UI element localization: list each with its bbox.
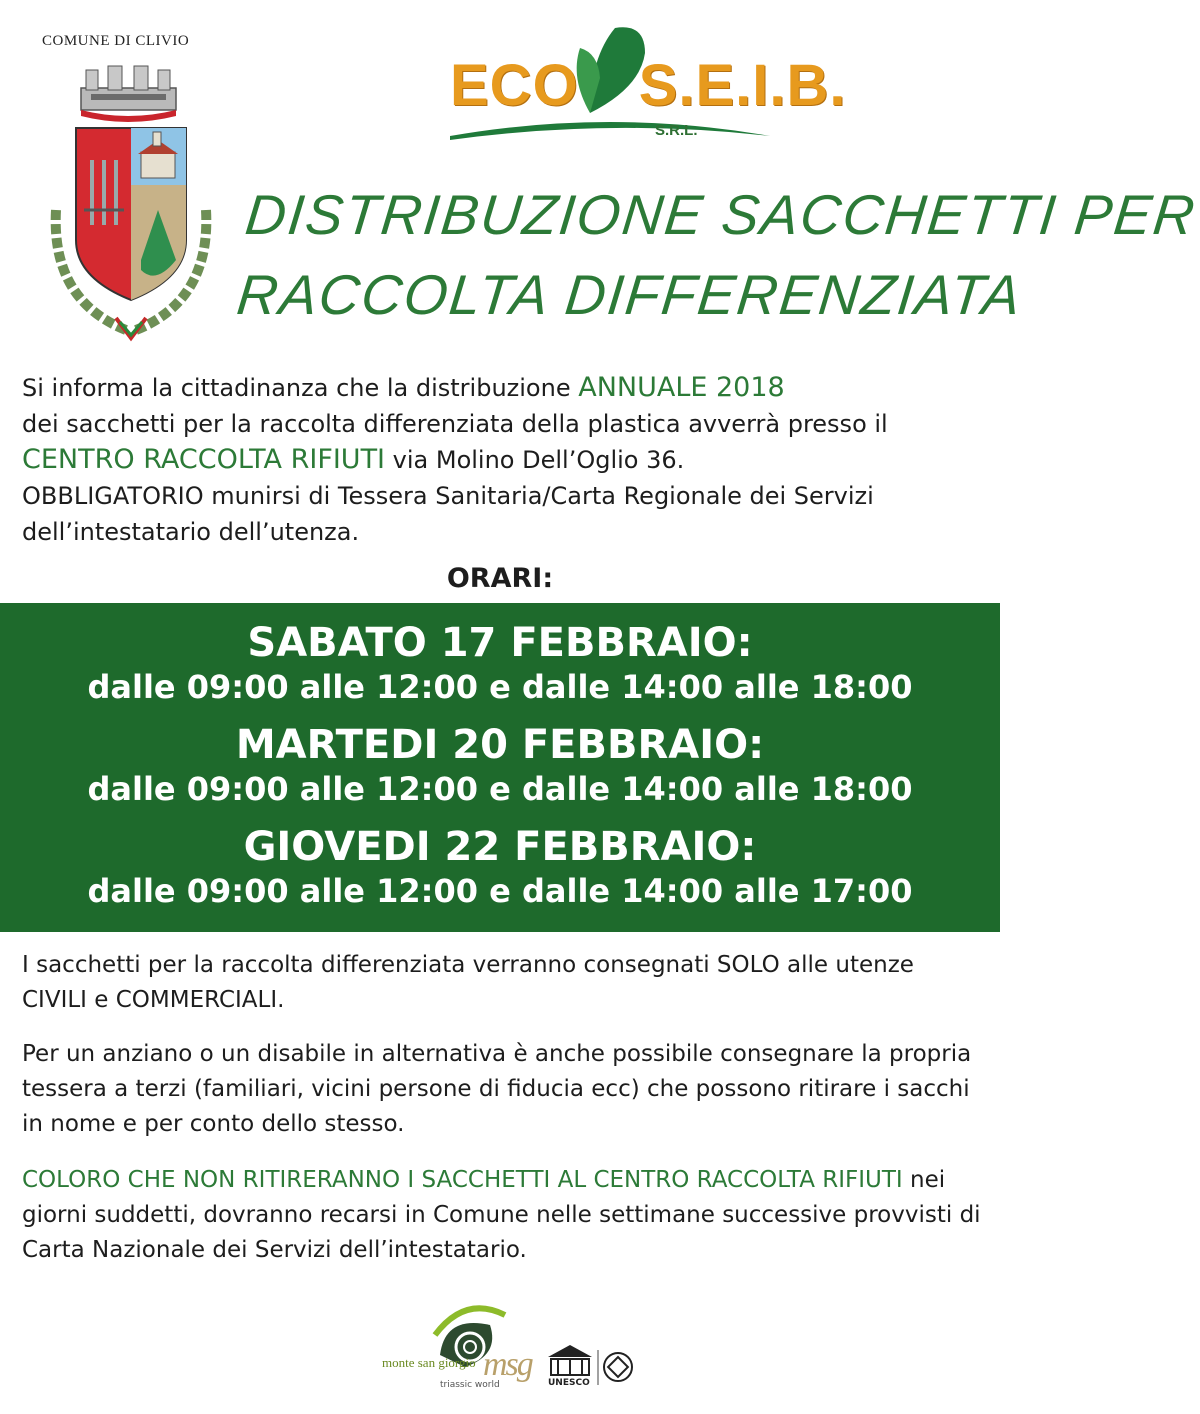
orari-heading: ORARI: [446,563,554,594]
footer-subtitle: triassic world [440,1380,500,1390]
logo-wordmark [450,52,847,119]
page-title [233,175,1200,335]
logo-seib: S.E.I.B. [638,53,847,118]
intro-paragraph [22,370,982,550]
schedule-hours: dalle 09:00 alle 12:00 e dalle 14:00 alle 17:00 [87,872,913,910]
footer-place: monte san giorgio [382,1355,476,1370]
comune-label: COMUNE DI CLIVIO [42,33,190,49]
highlight-centro: CENTRO RACCOLTA RIFIUTI [22,444,386,475]
highlight-annuale: ANNUALE 2018 [578,372,785,403]
world-heritage-icon [604,1353,632,1381]
footer-msg-mark: msg [483,1346,532,1383]
footer-unesco: UNESCO [548,1378,590,1388]
title-line-2: RACCOLTA DIFFERENZIATA [234,263,1026,326]
schedule-hours: dalle 09:00 alle 12:00 e dalle 14:00 alle 18:00 [87,770,913,808]
paragraph-solo-utenze: I sacchetti per la raccolta differenziata verranno consegnati SOLO alle utenze CIVILI e COMMERCIALI. [22,952,914,1013]
schedule-slot [0,721,1000,809]
intro-text-2: dei sacchetti per la raccolta differenziata della plastica avverrà presso il [22,410,888,438]
logo-srl: S.R.L. [655,122,698,139]
schedule-day: GIOVEDI 22 FEBBRAIO: [243,824,757,870]
intro-text-1: Si informa la cittadinanza che la distribuzione [22,374,579,402]
schedule-day: SABATO 17 FEBBRAIO: [247,620,753,666]
title-line-1: DISTRIBUZIONE SACCHETTI PER [242,183,1200,246]
schedule-day: MARTEDI 20 FEBBRAIO: [235,722,765,768]
schedule-band [0,603,1000,932]
unesco-temple-icon [548,1345,592,1375]
schedule-slot [0,619,1000,707]
paragraph-mancato-ritiro [22,1163,982,1268]
paragraph-anziani: Per un anziano o un disabile in alternativa è anche possibile consegnare la propria tessera a terzi (familiari, vicini persone di fiducia ecc) che possono ritirare i sacchi in nome e per conto dello stesso. [22,1041,972,1137]
warning-highlight: COLORO CHE NON RITIRERANNO I SACCHETTI AL CENTRO RACCOLTA RIFIUTI [22,1167,903,1193]
coat-of-arms-icon [36,60,226,345]
schedule-slot [0,823,1000,911]
warning-text: nei giorni suddetti, dovranno recarsi in Comune nelle settimane successive provvisti di Carta Nazionale dei Servizi dell’intestatario. [22,1167,981,1263]
intro-text-3: via Molino Dell’Oglio 36. [385,446,685,474]
intro-text-4: OBBLIGATORIO munirsi di Tessera Sanitaria/Carta Regionale dei Servizi dell’intestatario dell’utenza. [22,482,874,546]
logo-eco: ECO [450,53,579,118]
schedule-hours: dalle 09:00 alle 12:00 e dalle 14:00 alle 18:00 [87,668,913,706]
